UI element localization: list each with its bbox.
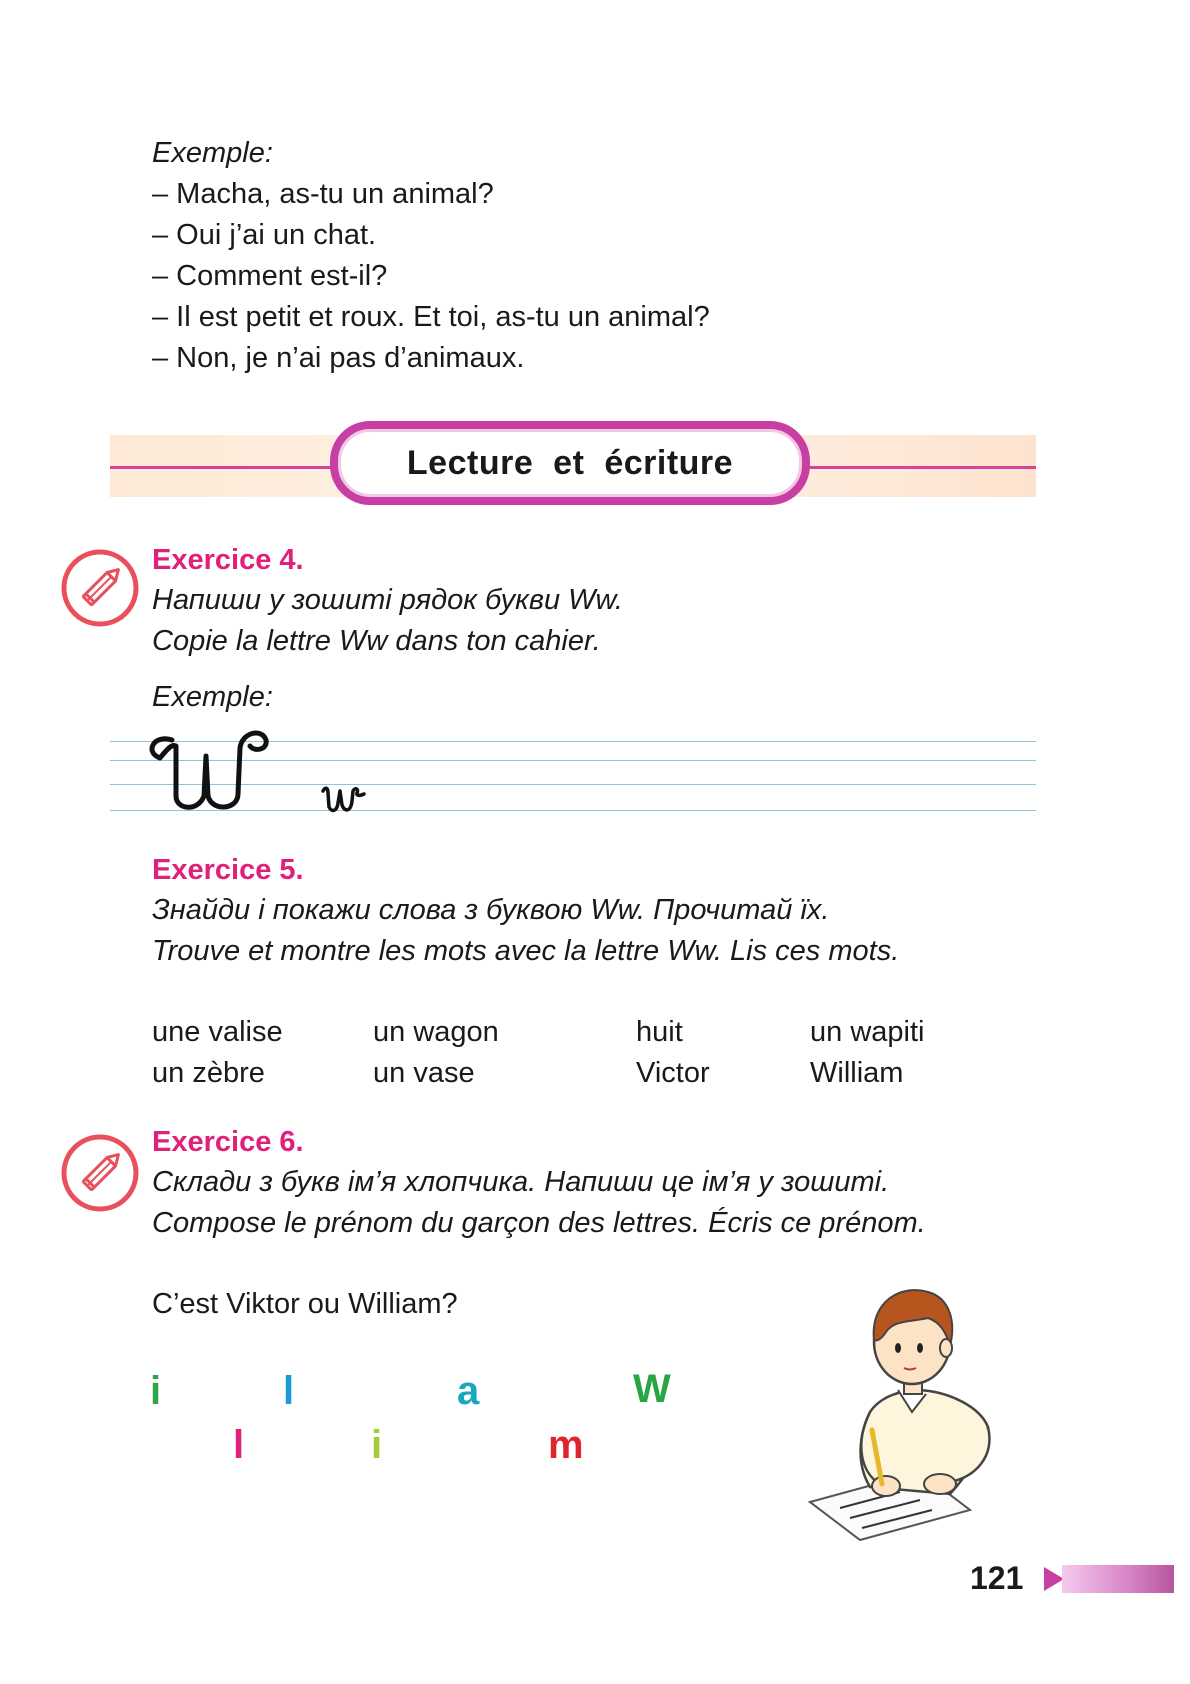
section-title: Lecture et écriture (406, 443, 734, 482)
dialogue-line: – Macha, as-tu un animal? (152, 178, 494, 210)
word-item: un vase (373, 1057, 475, 1089)
boy-writing-illustration (800, 1262, 1030, 1547)
pencil-icon (60, 548, 140, 628)
page-number: 121 (970, 1560, 1024, 1596)
letter-tile: m (548, 1423, 584, 1467)
section-banner (330, 421, 810, 505)
dialogue-label: Exemple: (152, 137, 273, 169)
word-item: William (810, 1057, 904, 1089)
word-item: une valise (152, 1016, 283, 1048)
exercise6-question: C’est Viktor ou William? (152, 1288, 458, 1320)
word-item: huit (636, 1016, 683, 1048)
page-number-bar (1062, 1565, 1174, 1593)
letter-tile: l (233, 1423, 245, 1467)
exercise4-example-label: Exemple: (152, 681, 273, 713)
word-item: un wagon (373, 1016, 499, 1048)
exercise4-instruction-fr: Copie la lettre Ww dans ton cahier. (152, 625, 601, 657)
exercise6-title: Exercice 6. (152, 1126, 304, 1158)
exercise5-instruction-uk: Знайди і покажи слова з буквою Ww. Прочитай їх. (152, 894, 830, 926)
letter-tile: i (371, 1423, 383, 1467)
dialogue-line: – Il est petit et roux. Et toi, as-tu un animal? (152, 301, 710, 333)
cursive-uppercase-w (142, 726, 282, 823)
exercise5-title: Exercice 5. (152, 854, 304, 886)
exercise5-instruction-fr: Trouve et montre les mots avec la lettre Ww. Lis ces mots. (152, 935, 900, 967)
cursive-lowercase-w (320, 783, 366, 820)
dialogue-line: – Non, je n’ai pas d’animaux. (152, 342, 525, 374)
exercise6-instruction-uk: Склади з букв ім’я хлопчика. Напиши це ім’я у зошиті. (152, 1166, 890, 1198)
letter-tile: l (283, 1369, 295, 1413)
exercise6-instruction-fr: Compose le prénom du garçon des lettres. Écris ce prénom. (152, 1207, 926, 1239)
dialogue-line: – Oui j’ai un chat. (152, 219, 377, 251)
word-item: un zèbre (152, 1057, 265, 1089)
letter-tile: a (457, 1369, 480, 1413)
word-item: un wapiti (810, 1016, 925, 1048)
word-item: Victor (636, 1057, 710, 1089)
dialogue-line: – Comment est-il? (152, 260, 388, 292)
pencil-icon (60, 1133, 140, 1213)
letter-tile: W (633, 1367, 671, 1411)
exercise4-title: Exercice 4. (152, 544, 304, 576)
exercise4-instruction-uk: Напиши у зошиті рядок букви Ww. (152, 584, 623, 616)
letter-tile: i (150, 1369, 162, 1413)
